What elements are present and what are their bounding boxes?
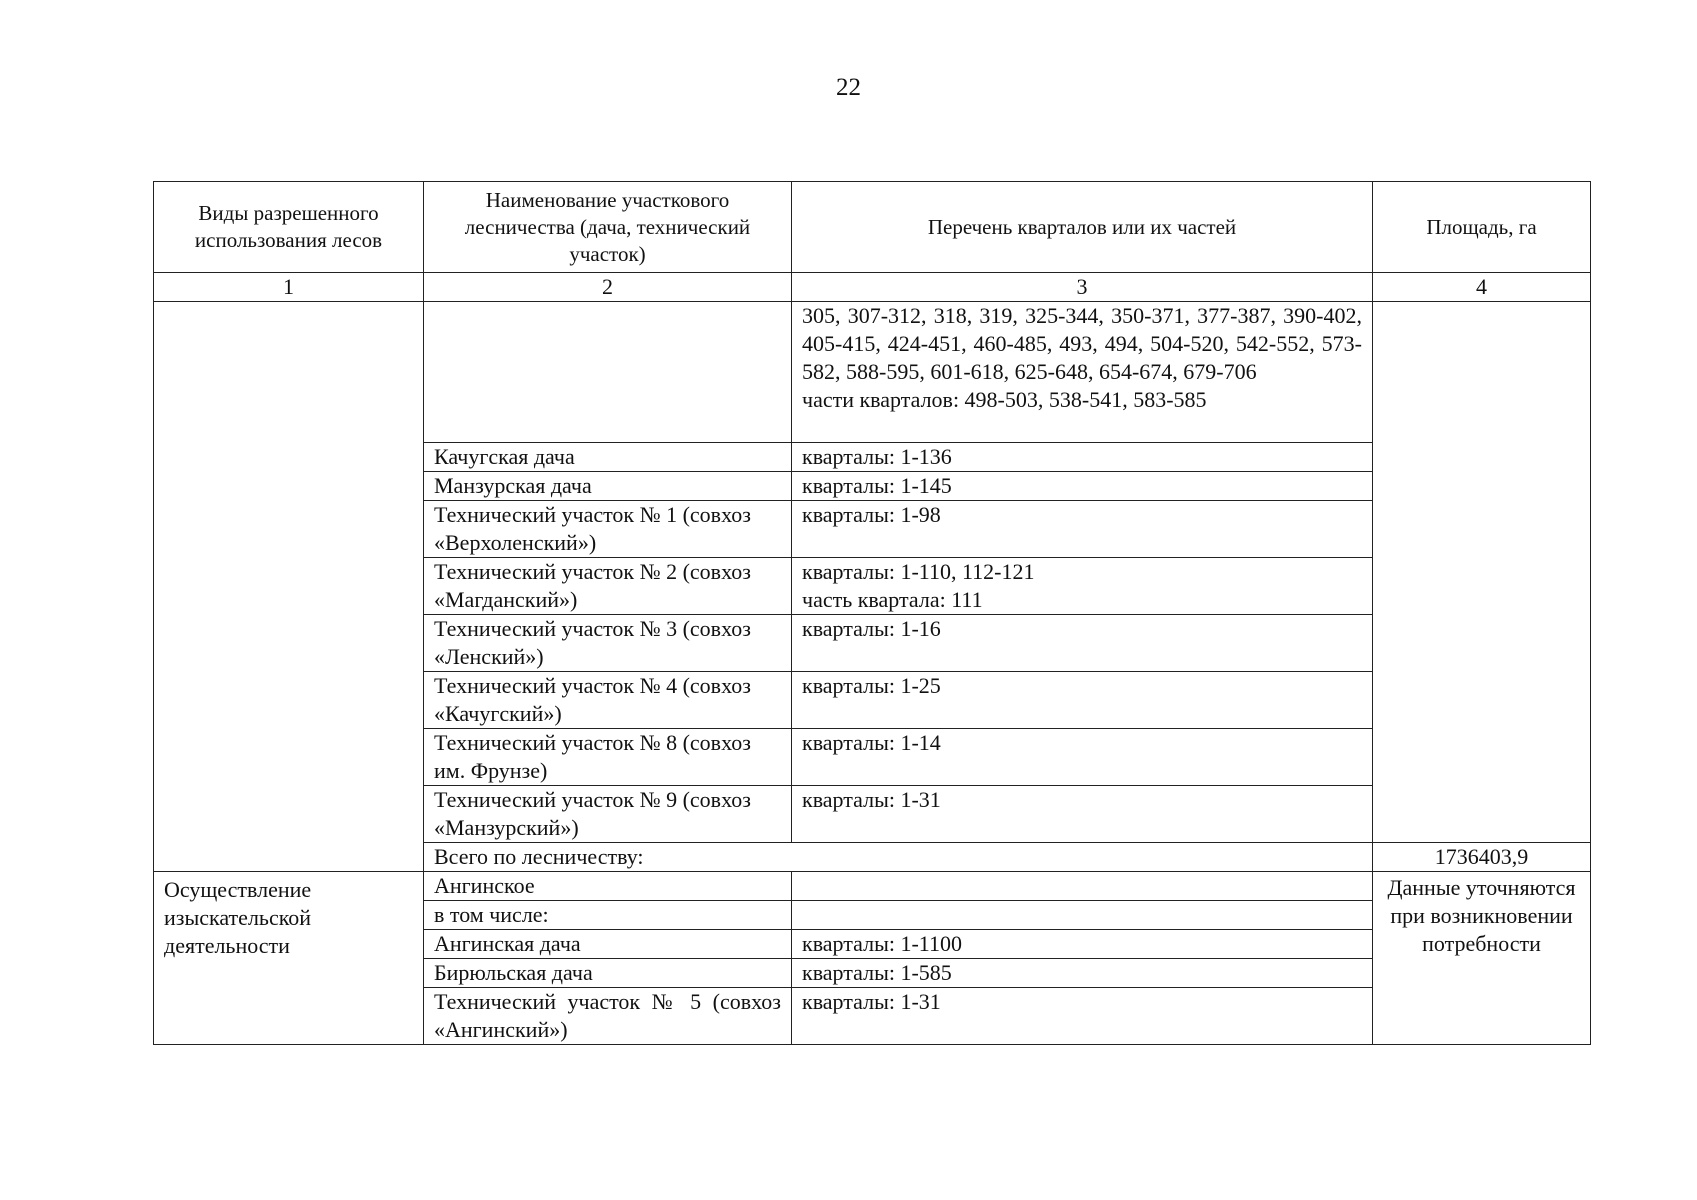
district-name: Качугская дача [424, 443, 792, 472]
quarters-cell [792, 302, 1373, 443]
usage-type-cell-empty [154, 302, 424, 872]
column-number: 2 [424, 273, 792, 302]
quarters-list: кварталы: 1-31 [792, 988, 1373, 1045]
district-name: Манзурская дача [424, 472, 792, 501]
quarters-list: кварталы: 1-25 [792, 672, 1373, 729]
column-number: 1 [154, 273, 424, 302]
column-number: 4 [1373, 273, 1591, 302]
table-header-row [154, 182, 1591, 273]
header-district-name: Наименование участкового лесничества (дача, технический участок) [424, 182, 792, 273]
forest-usage-table [153, 181, 1591, 1045]
area-note: Данные уточняются при возникновении потребности [1373, 872, 1591, 1045]
quarters-list: кварталы: 1-16 [792, 615, 1373, 672]
district-name: Технический участок № 4 (совхоз «Качугский») [424, 672, 792, 729]
quarters-list: кварталы: 1-145 [792, 472, 1373, 501]
header-area: Площадь, га [1373, 182, 1591, 273]
table-row [154, 302, 1591, 443]
quarters-list: кварталы: 1-98 [792, 501, 1373, 558]
total-area: 1736403,9 [1373, 843, 1591, 872]
district-name: в том числе: [424, 901, 792, 930]
quarters-list: кварталы: 1-31 [792, 786, 1373, 843]
quarters-list: кварталы: 1-14 [792, 729, 1373, 786]
district-name: Технический участок № 8 (совхоз им. Фрунзе) [424, 729, 792, 786]
district-name: Технический участок № 2 (совхоз «Магданский») [424, 558, 792, 615]
quarters-list: 305, 307-312, 318, 319, 325-344, 350-371, 377-387, 390-402, 405-415, 424-451, 460-485, 493, 494, 504-520, 542-552, 573-582, 588-595, 601-618, 625-648, 654-674, 679-706 [802, 303, 1362, 384]
table-row [154, 872, 1591, 901]
header-quarters-list: Перечень кварталов или их частей [792, 182, 1373, 273]
quarters-list: кварталы: 1-136 [792, 443, 1373, 472]
quarters-list [792, 872, 1373, 901]
district-name-cell-empty [424, 302, 792, 443]
district-name: Технический участок № 9 (совхоз «Манзурский») [424, 786, 792, 843]
district-name: Ангинское [424, 872, 792, 901]
quarters-list: кварталы: 1-585 [792, 959, 1373, 988]
column-number-row [154, 273, 1591, 302]
total-label: Всего по лесничеству: [424, 843, 1373, 872]
quarters-list: кварталы: 1-110, 112-121 [802, 559, 1035, 584]
district-name: Технический участок № 1 (совхоз «Верхоленский») [424, 501, 792, 558]
district-name: Бирюльская дача [424, 959, 792, 988]
quarters-list [792, 901, 1373, 930]
usage-type: Осуществление изыскательской деятельности [154, 872, 424, 1045]
header-usage-type: Виды разрешенного использования лесов [154, 182, 424, 273]
quarter-parts: часть квартала: 111 [802, 587, 983, 612]
district-name: Ангинская дача [424, 930, 792, 959]
quarters-cell [792, 558, 1373, 615]
district-name: Технический участок № 5 (совхоз «Ангинский») [424, 988, 792, 1045]
quarter-parts: части кварталов: 498-503, 538-541, 583-585 [802, 387, 1207, 412]
page-number: 22 [836, 74, 861, 101]
column-number: 3 [792, 273, 1373, 302]
area-cell-empty [1373, 302, 1591, 843]
district-name: Технический участок № 3 (совхоз «Ленский») [424, 615, 792, 672]
quarters-list: кварталы: 1-1100 [792, 930, 1373, 959]
